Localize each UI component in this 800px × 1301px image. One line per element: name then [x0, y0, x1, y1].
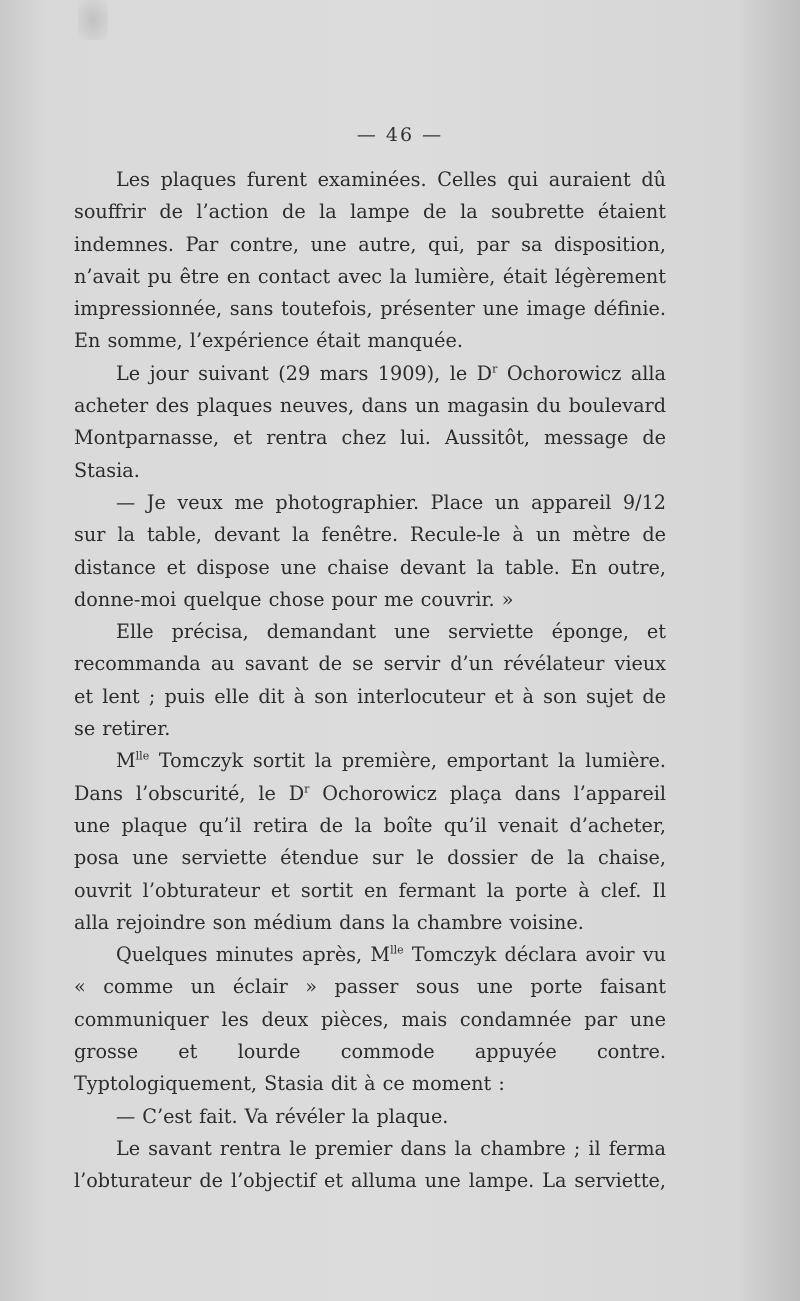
text-run: Tomczyk déclara avoir vu « comme un éclair » passer sous une porte faisant communiquer les deux pièces, mais condamnée par une grosse et lourde commode appuyée contre. Typtologiquement, Stasia dit à ce moment : [74, 943, 666, 1096]
superscript-abbrev: lle [390, 943, 404, 957]
text-run: Quelques minutes après, M [116, 943, 391, 967]
text-run: Ochorowicz alla acheter des plaques neuves, dans un magasin du boulevard Montparnasse, et rentra chez lui. Aussitôt, message de Stasia. [74, 361, 666, 482]
text-run: M [116, 749, 136, 773]
text-run: Elle précisa, demandant une serviette éponge, et recommanda au savant de se servir d’un révélateur vieux et lent ; puis elle dit à son interlocuteur et à son sujet de se retirer. [74, 620, 666, 741]
superscript-abbrev: lle [135, 749, 150, 763]
paragraph [74, 616, 666, 745]
paragraph [74, 487, 666, 616]
superscript-abbrev: r [492, 362, 498, 376]
text-run: — Je veux me photographier. Place un appareil 9/12 sur la table, devant la fenêtre. Recule-le à un mètre de distance et dispose une chaise devant la table. En outre, donne-moi quelque chose pour me couvrir. » [74, 490, 666, 611]
paragraph [74, 1101, 666, 1133]
superscript-abbrev: r [304, 782, 310, 796]
paragraph [74, 745, 666, 939]
text-run: Tomczyk sortit la première, emportant la lumière. Dans l’obscurité, le D [74, 749, 666, 805]
paragraph [74, 1133, 666, 1198]
text-run: Ochorowicz plaça dans l’appareil une plaque qu’il retira de la boîte qu’il venait d’acheter, posa une serviette étendue sur le dossier de la chaise, ouvrit l’obturateur et sortit en fermant la porte à clef. Il alla rejoindre son médium dans la chambre voisine. [74, 781, 666, 934]
paragraph [74, 164, 666, 358]
body-text [74, 164, 666, 1198]
text-run: Le savant rentra le premier dans la chambre ; il ferma l’obturateur de l’objectif et alluma une lampe. La serviette, [74, 1136, 666, 1193]
text-run: Les plaques furent examinées. Celles qui auraient dû souffrir de l’action de la lampe de la soubrette étaient indemnes. Par contre, une autre, qui, par sa disposition, n’avait pu être en contact avec la lumière, était légèrement impressionnée, sans toutefois, présenter une image définie. En somme, l’expérience était manquée. [74, 168, 666, 353]
scan-smudge [78, 0, 108, 40]
text-run: Le jour suivant (29 mars 1909), le D [116, 361, 493, 385]
paragraph [74, 358, 666, 487]
paragraph [74, 939, 666, 1100]
page-number: — 46 — [356, 124, 444, 146]
text-run: — C’est fait. Va révéler la plaque. [116, 1104, 449, 1128]
